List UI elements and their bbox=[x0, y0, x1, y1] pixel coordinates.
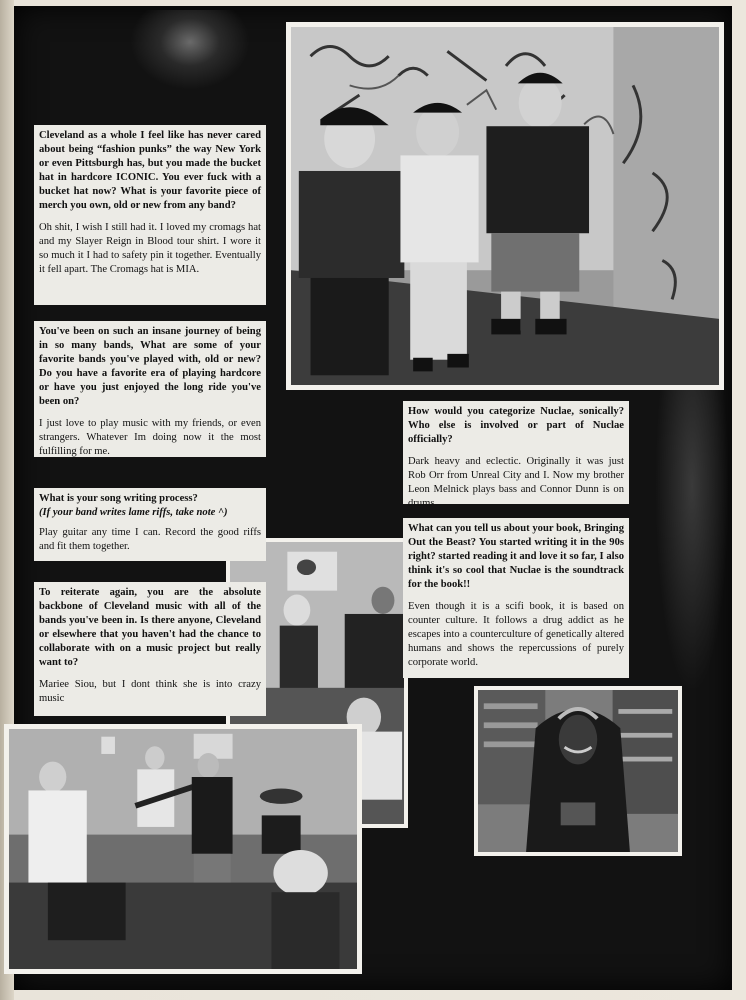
qa-box-collaborate bbox=[34, 582, 266, 716]
question-text bbox=[39, 492, 261, 520]
question-text: How would you categorize Nuclae, sonically? Who else is involved or part of Nuclae officially? bbox=[408, 406, 624, 445]
ceiling-light-blur bbox=[130, 10, 250, 90]
qa-box-bucket-hat bbox=[34, 125, 266, 305]
answer-text: Even though it is a scifi book, it is based on counter culture. It follows a drug addict as he escapes into a counterculture of genetically altered humans and shows the repercussions of purely corporate world. bbox=[408, 600, 624, 668]
photo-hoodie-portrait bbox=[474, 686, 682, 856]
question-note: (If your band writes lame riffs, take note ^) bbox=[39, 506, 228, 518]
answer-text: I just love to play music with my friends, or even strangers. Whatever Im doing now it the most fulfilling for me. bbox=[39, 417, 261, 457]
question-text: To reiterate again, you are the absolute backbone of Cleveland music with all of the bands you've been in. Is there anyone, Cleveland or elsewhere that you haven't had the chance to collaborate with on a music project but really want to? bbox=[39, 587, 261, 668]
qa-box-book bbox=[403, 518, 629, 678]
qa-box-nuclae-sound bbox=[403, 401, 629, 509]
answer-text: Mariee Siou, but I dont think she is into crazy music bbox=[39, 678, 261, 704]
question-text: What can you tell us about your book, Bringing Out the Beast? You started writing it in the 90s right? started reading it and love it so far, I also think it's so cool that Nuclae is the soundtrack for the book!! bbox=[408, 523, 624, 590]
question-text: You've been on such an insane journey of being in so many bands, What are some of your favorite bands you've played with, old or new? Do you have a favorite era of playing hardcore or have you just enjoyed the long ride you've been on? bbox=[39, 326, 261, 407]
answer-text: Oh shit, I wish I still had it. I loved my cromags hat and my Slayer Reign in Blood tour shirt. I wore it so much it I had to safety pin it together. Eventually it fell apart. The Cromags hat is MIA. bbox=[39, 221, 261, 275]
photo-band-graffiti-room bbox=[286, 22, 724, 390]
crowd-background-blur bbox=[652, 390, 732, 710]
answer-text: Dark heavy and eclectic. Originally it was just Rob Orr from Unreal City and I. Now my brother Leon Melnick plays bass and Connor Dunn is on drums. bbox=[408, 455, 624, 509]
question-text: Cleveland as a whole I feel like has never cared about being “fashion punks” the way New York or even Pittsburgh has, but you made the bucket hat in hardcore ICONIC. You ever fuck with a bucket hat now? What is your favorite piece of merch you own, old or new from any band? bbox=[39, 130, 261, 211]
question-main: What is your song writing process? bbox=[39, 493, 198, 504]
photo-band-playing-show bbox=[4, 724, 362, 974]
answer-text: Play guitar any time I can. Record the good riffs and fit them together. bbox=[39, 526, 261, 552]
qa-box-songwriting bbox=[34, 488, 266, 561]
qa-box-favorite-bands bbox=[34, 321, 266, 457]
